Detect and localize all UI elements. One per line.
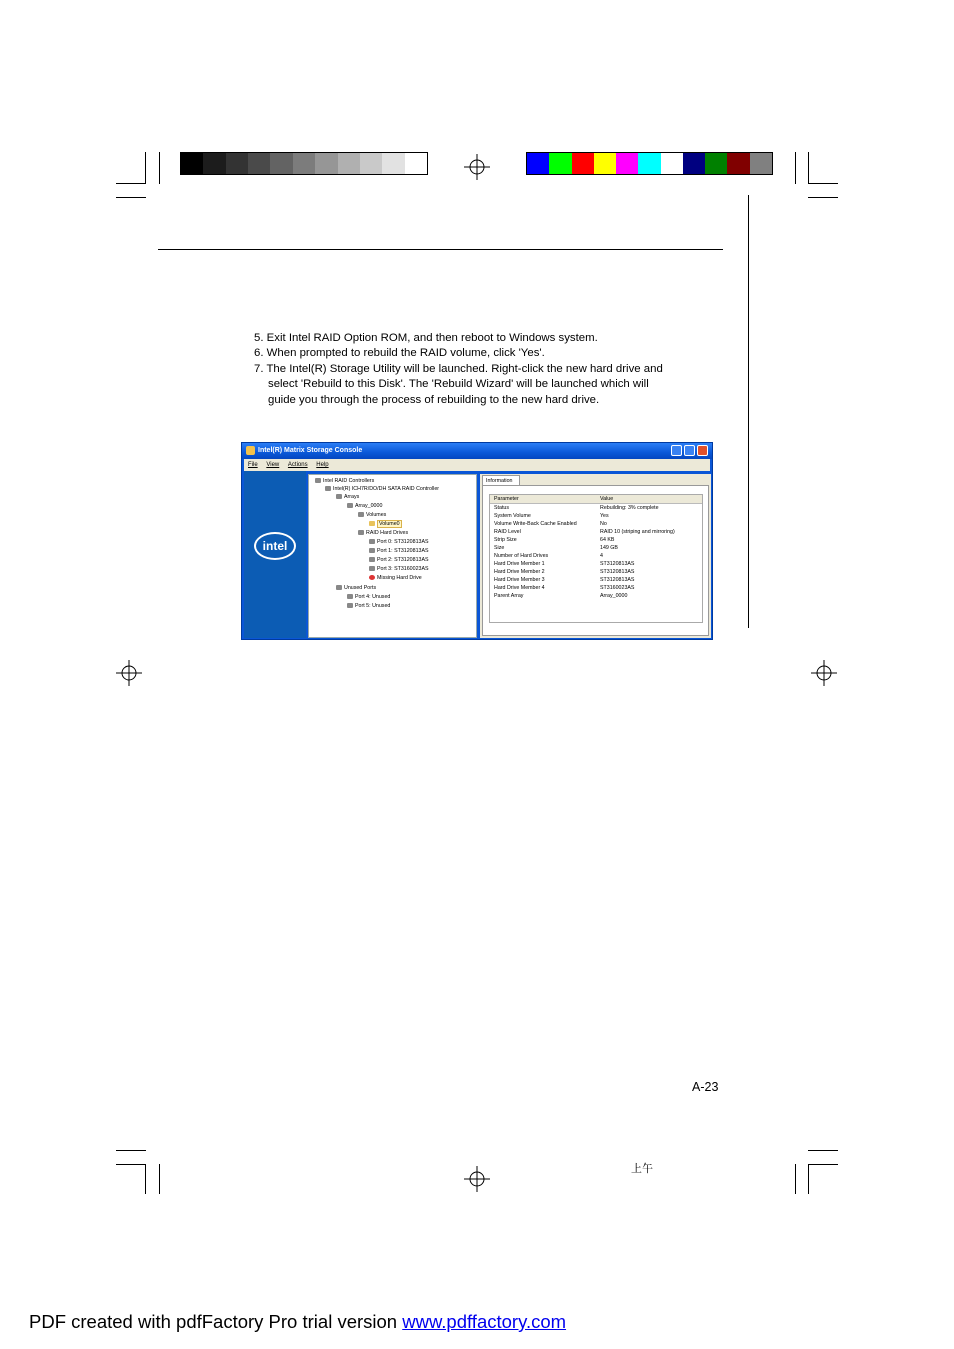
- grid-header: [490, 495, 702, 504]
- parameter-cell: Strip Size: [494, 537, 517, 543]
- parameter-cell: Volume Write-Back Cache Enabled: [494, 521, 577, 527]
- footer-text: PDF created with pdfFactory Pro trial version: [29, 1311, 403, 1332]
- parameter-cell: Hard Drive Member 4: [494, 585, 545, 591]
- table-row: [490, 576, 702, 584]
- tree-node[interactable]: Arrays: [336, 494, 359, 501]
- parameter-cell: Parent Array: [494, 593, 524, 599]
- brand-panel: [244, 471, 306, 638]
- menu-bar: [244, 459, 710, 471]
- color-swatch: [683, 153, 705, 174]
- registration-mark-icon: [116, 660, 142, 686]
- color-calibration-bar: [526, 152, 773, 175]
- step-7-line-3: guide you through the process of rebuilding to the new hard drive.: [268, 393, 600, 406]
- color-swatch: [527, 153, 549, 174]
- color-swatch: [616, 153, 638, 174]
- menu-actions[interactable]: Actions: [287, 462, 308, 468]
- footer-link[interactable]: www.pdffactory.com: [402, 1311, 567, 1332]
- hard-drive-icon: [369, 557, 375, 562]
- port-icon: [347, 594, 353, 599]
- tree-node[interactable]: Volumes: [358, 512, 386, 519]
- table-row: [490, 552, 702, 560]
- hard-drive-icon: [369, 539, 375, 544]
- gray-swatch: [293, 153, 315, 174]
- parameter-grid: [489, 494, 703, 623]
- tree-node[interactable]: Port 5: Unused: [347, 603, 390, 610]
- step-7-line-1: 7. The Intel(R) Storage Utility will be launched. Right-click the new hard drive and: [254, 362, 663, 375]
- parameter-cell: RAID Level: [494, 529, 521, 535]
- step-5: 5. Exit Intel RAID Option ROM, and then reboot to Windows system.: [254, 332, 598, 344]
- color-swatch: [661, 153, 683, 174]
- port-icon: [347, 603, 353, 608]
- window-title: Intel(R) Matrix Storage Console: [258, 447, 363, 454]
- volume-icon: [369, 521, 375, 526]
- tree-node[interactable]: Port 4: Unused: [347, 594, 390, 601]
- tree-node[interactable]: Intel RAID Controllers: [315, 478, 374, 485]
- close-icon[interactable]: [697, 445, 708, 456]
- gray-swatch: [360, 153, 382, 174]
- controller-icon: [325, 486, 331, 491]
- table-row: [490, 504, 702, 512]
- value-cell: Rebuilding: 3% complete: [600, 505, 659, 511]
- ports-icon: [336, 585, 342, 590]
- table-row: [490, 592, 702, 600]
- value-cell: ST3120813AS: [600, 569, 635, 575]
- gray-swatch: [226, 153, 248, 174]
- registration-mark-icon: [464, 154, 490, 180]
- window-titlebar: [242, 443, 712, 459]
- registration-mark-icon: [464, 1166, 490, 1192]
- column-header-parameter[interactable]: Parameter: [494, 496, 519, 502]
- value-cell: Yes: [600, 513, 609, 519]
- controller-icon: [315, 478, 321, 483]
- header-rule: [158, 249, 723, 250]
- gray-swatch: [270, 153, 292, 174]
- tree-node-selected[interactable]: Volume0: [369, 521, 402, 528]
- volumes-icon: [358, 512, 364, 517]
- step-7-line-2: select 'Rebuild to this Disk'. The 'Rebuild Wizard' will be launched which will: [268, 378, 649, 391]
- tree-node[interactable]: Missing Hard Drive: [369, 575, 422, 582]
- table-row: [490, 568, 702, 576]
- value-cell: Array_0000: [600, 593, 628, 599]
- information-panel: [480, 474, 711, 638]
- tree-node[interactable]: Port 2: ST3120813AS: [369, 557, 429, 564]
- tree-node[interactable]: Unused Ports: [336, 585, 376, 592]
- instruction-steps: [254, 331, 723, 408]
- gray-swatch: [315, 153, 337, 174]
- table-row: [490, 584, 702, 592]
- parameter-cell: Status: [494, 505, 510, 511]
- color-swatch: [705, 153, 727, 174]
- gray-swatch: [203, 153, 225, 174]
- color-swatch: [750, 153, 772, 174]
- corner-mark: 上午: [631, 1162, 653, 1175]
- information-box: [482, 485, 709, 636]
- table-row: [490, 560, 702, 568]
- tab-information[interactable]: Information: [482, 475, 520, 485]
- value-cell: ST3160023AS: [600, 585, 635, 591]
- color-swatch: [572, 153, 594, 174]
- tree-node[interactable]: Port 0: ST3120813AS: [369, 539, 429, 546]
- hard-drives-icon: [358, 530, 364, 535]
- value-cell: 149 GB: [600, 545, 618, 551]
- registration-mark-icon: [811, 660, 837, 686]
- menu-help[interactable]: Help: [316, 462, 329, 468]
- missing-drive-icon: [369, 575, 375, 580]
- hard-drive-icon: [369, 548, 375, 553]
- page-number: A-23: [692, 1080, 719, 1094]
- hard-drive-icon: [369, 566, 375, 571]
- pdf-footer: [29, 1311, 566, 1333]
- array-icon: [336, 494, 342, 499]
- color-swatch: [638, 153, 660, 174]
- color-swatch: [549, 153, 571, 174]
- intel-logo: intel: [254, 532, 296, 560]
- menu-view[interactable]: View: [266, 462, 280, 468]
- margin-rule: [748, 195, 749, 628]
- app-icon: [246, 446, 255, 455]
- device-tree: [308, 474, 477, 638]
- value-cell: ST3120813AS: [600, 577, 635, 583]
- tree-node[interactable]: RAID Hard Drives: [358, 530, 408, 537]
- matrix-storage-console-window: [241, 442, 713, 640]
- table-row: [490, 536, 702, 544]
- tree-node[interactable]: Intel(R) ICH7R/DO/DH SATA RAID Controller: [325, 486, 439, 493]
- parameter-cell: Size: [494, 545, 505, 551]
- grayscale-calibration-bar: [180, 152, 428, 175]
- maximize-icon[interactable]: [684, 445, 695, 456]
- gray-swatch: [181, 153, 203, 174]
- parameter-cell: Hard Drive Member 2: [494, 569, 545, 575]
- parameter-cell: Hard Drive Member 1: [494, 561, 545, 567]
- value-cell: No: [600, 521, 607, 527]
- gray-swatch: [382, 153, 404, 174]
- parameter-cell: Number of Hard Drives: [494, 553, 549, 559]
- step-6: 6. When prompted to rebuild the RAID volume, click 'Yes'.: [254, 347, 545, 360]
- tree-node[interactable]: Port 3: ST3160023AS: [369, 566, 429, 573]
- value-cell: ST3120813AS: [600, 561, 635, 567]
- gray-swatch: [405, 153, 427, 174]
- minimize-icon[interactable]: [671, 445, 682, 456]
- value-cell: RAID 10 (striping and mirroring): [600, 529, 675, 535]
- menu-file[interactable]: File: [248, 462, 258, 468]
- array-icon: [347, 503, 353, 508]
- table-row: [490, 512, 702, 520]
- table-row: [490, 544, 702, 552]
- gray-swatch: [248, 153, 270, 174]
- gray-swatch: [338, 153, 360, 174]
- table-row: [490, 528, 702, 536]
- color-swatch: [727, 153, 749, 174]
- color-swatch: [594, 153, 616, 174]
- parameter-cell: System Volume: [494, 513, 531, 519]
- parameter-cell: Hard Drive Member 3: [494, 577, 545, 583]
- value-cell: 64 KB: [600, 537, 615, 543]
- tree-node[interactable]: Port 1: ST3120813AS: [369, 548, 429, 555]
- table-row: [490, 520, 702, 528]
- column-header-value[interactable]: Value: [600, 496, 614, 502]
- tree-node[interactable]: Array_0000: [347, 503, 382, 510]
- value-cell: 4: [600, 553, 603, 559]
